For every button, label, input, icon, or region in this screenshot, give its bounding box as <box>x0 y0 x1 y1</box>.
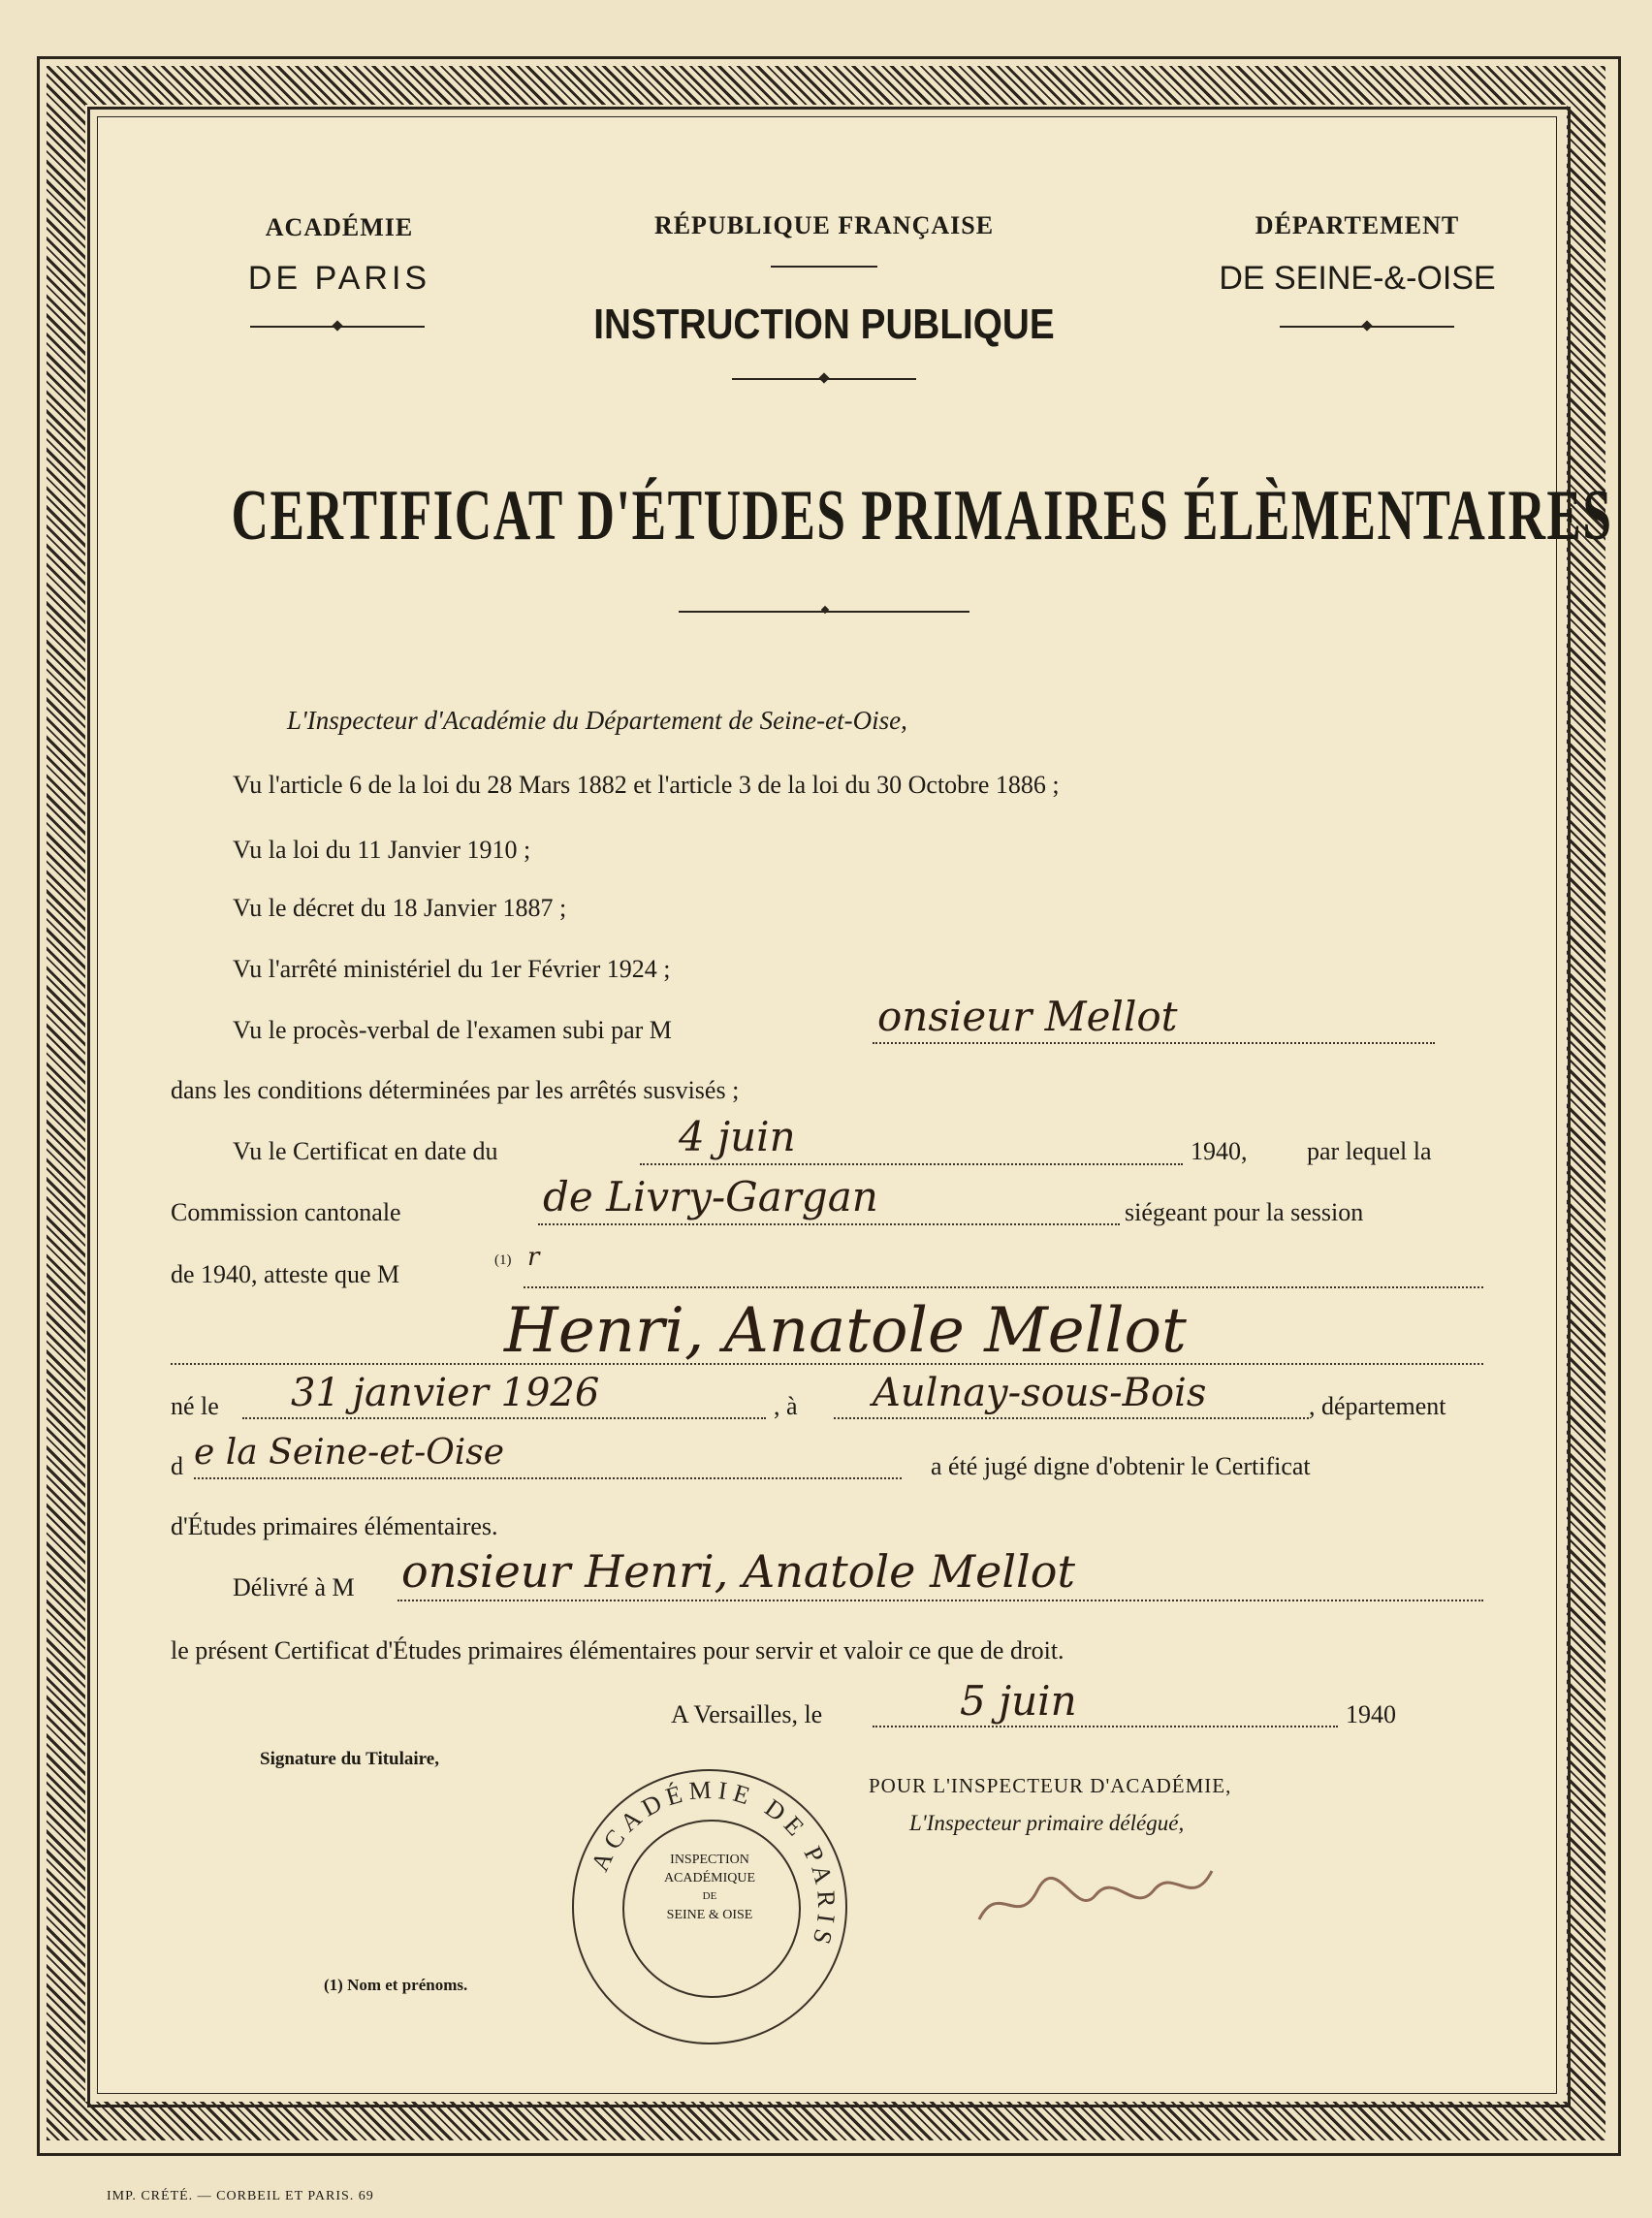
footnote-nom-prenoms: (1) Nom et prénoms. <box>324 1976 468 1994</box>
body-line-session: de 1940, atteste que M <box>171 1260 400 1288</box>
fill-line-issue-date <box>873 1726 1338 1727</box>
handwritten-departement: e la Seine-et-Oise <box>194 1433 505 1473</box>
body-line-article: Vu l'article 6 de la loi du 28 Mars 1882 et l'article 3 de la loi du 30 Octobre 1886 ; <box>233 771 1060 799</box>
header-right-line2: DE SEINE-&-OISE <box>1219 260 1496 297</box>
body-line-certificat-date: Vu le Certificat en date du <box>233 1137 498 1165</box>
seal-center <box>632 1851 787 1924</box>
body-line-d: d <box>171 1452 183 1480</box>
body-line-commission: Commission cantonale <box>171 1198 401 1226</box>
header-left-line1: ACADÉMIE <box>265 213 414 241</box>
handwritten-recipient: onsieur Henri, Anatole Mellot <box>401 1545 1075 1598</box>
header-center-line2: INSTRUCTION PUBLIQUE <box>593 301 1055 348</box>
body-line-loi-1910: Vu la loi du 11 Janvier 1910 ; <box>233 836 531 864</box>
body-line-lequel: par lequel la <box>1307 1137 1432 1165</box>
header-left-line2: DE PARIS <box>247 260 431 297</box>
fill-line-session <box>524 1286 1483 1288</box>
handwritten-commission: de Livry-Gargan <box>543 1173 878 1220</box>
inspecteur-label: POUR L'INSPECTEUR D'ACADÉMIE, <box>869 1774 1232 1797</box>
seal-center-line2: ACADÉMIQUE <box>663 1871 756 1885</box>
fill-line-cert-date <box>640 1163 1183 1165</box>
handwritten-birthdate: 31 janvier 1926 <box>291 1371 600 1415</box>
signature-titulaire-label: Signature du Titulaire, <box>260 1749 439 1769</box>
fill-line-fullname <box>171 1363 1483 1365</box>
handwritten-examinee: onsieur Mellot <box>877 993 1178 1040</box>
seal-center-line1: INSPECTION <box>670 1853 749 1867</box>
svg-text:ACADÉMIE DE PARIS: ACADÉMIE DE PARIS <box>585 1775 842 1953</box>
fill-line-birthplace <box>834 1417 1309 1419</box>
body-line-conditions: dans les conditions déterminées par les arrêtés susvisés ; <box>171 1076 740 1104</box>
body-issue-year: 1940 <box>1346 1700 1396 1728</box>
body-line-versailles: A Versailles, le <box>671 1700 823 1728</box>
header-right-line1: DÉPARTEMENT <box>1255 211 1460 239</box>
body-line-delivre: Délivré à M <box>233 1573 355 1601</box>
body-line-proces-verbal: Vu le procès-verbal de l'examen subi par M <box>233 1016 672 1044</box>
body-line-decret: Vu le décret du 18 Janvier 1887 ; <box>233 894 567 922</box>
handwritten-birthplace: Aulnay-sous-Bois <box>873 1371 1207 1415</box>
fill-line-examinee <box>873 1042 1435 1044</box>
inspector-signature <box>969 1861 1222 1939</box>
fill-line-recipient <box>397 1600 1483 1601</box>
handwritten-fullname: Henri, Anatole Mellot <box>504 1295 1187 1367</box>
certificate-title: CERTIFICAT D'ÉTUDES PRIMAIRES ÉLÈMENTAIRES <box>231 476 1613 555</box>
body-line-a: , à <box>774 1392 798 1420</box>
body-line-siegeant: siégeant pour la session <box>1125 1198 1364 1226</box>
academy-seal <box>572 1769 847 2044</box>
handwritten-issue-date: 5 juin <box>960 1677 1077 1725</box>
body-line-ne-le: né le <box>171 1392 219 1420</box>
fill-line-commission <box>538 1223 1120 1225</box>
body-footnote-mark: (1) <box>494 1252 512 1268</box>
seal-center-line3: DE <box>702 1890 717 1902</box>
body-line-inspecteur: L'Inspecteur d'Académie du Département de Seine-et-Oise, <box>287 706 907 735</box>
seal-center-line4: SEINE & OISE <box>666 1908 753 1922</box>
handwritten-title-abbr: r <box>527 1243 540 1272</box>
body-line-etudes: d'Études primaires élémentaires. <box>171 1512 498 1540</box>
fill-line-departement <box>194 1477 902 1479</box>
body-cert-year: 1940, <box>1191 1137 1248 1165</box>
inspecteur-delegue-label: L'Inspecteur primaire délégué, <box>909 1811 1185 1835</box>
fill-line-birthdate <box>242 1417 766 1419</box>
handwritten-cert-date: 4 juin <box>679 1113 796 1160</box>
header-center-line1: RÉPUBLIQUE FRANÇAISE <box>653 211 995 239</box>
body-line-present: le présent Certificat d'Études primaires élémentaires pour servir et valoir ce que de droit. <box>171 1636 1064 1664</box>
header-center-rule <box>771 266 877 268</box>
printer-mark: IMP. CRÉTÉ. — CORBEIL ET PARIS. 69 <box>107 2189 374 2203</box>
body-line-departement: , département <box>1309 1392 1446 1420</box>
body-line-arrete: Vu l'arrêté ministériel du 1er Février 1924 ; <box>233 955 671 983</box>
body-line-juge-digne: a été jugé digne d'obtenir le Certificat <box>931 1452 1311 1480</box>
